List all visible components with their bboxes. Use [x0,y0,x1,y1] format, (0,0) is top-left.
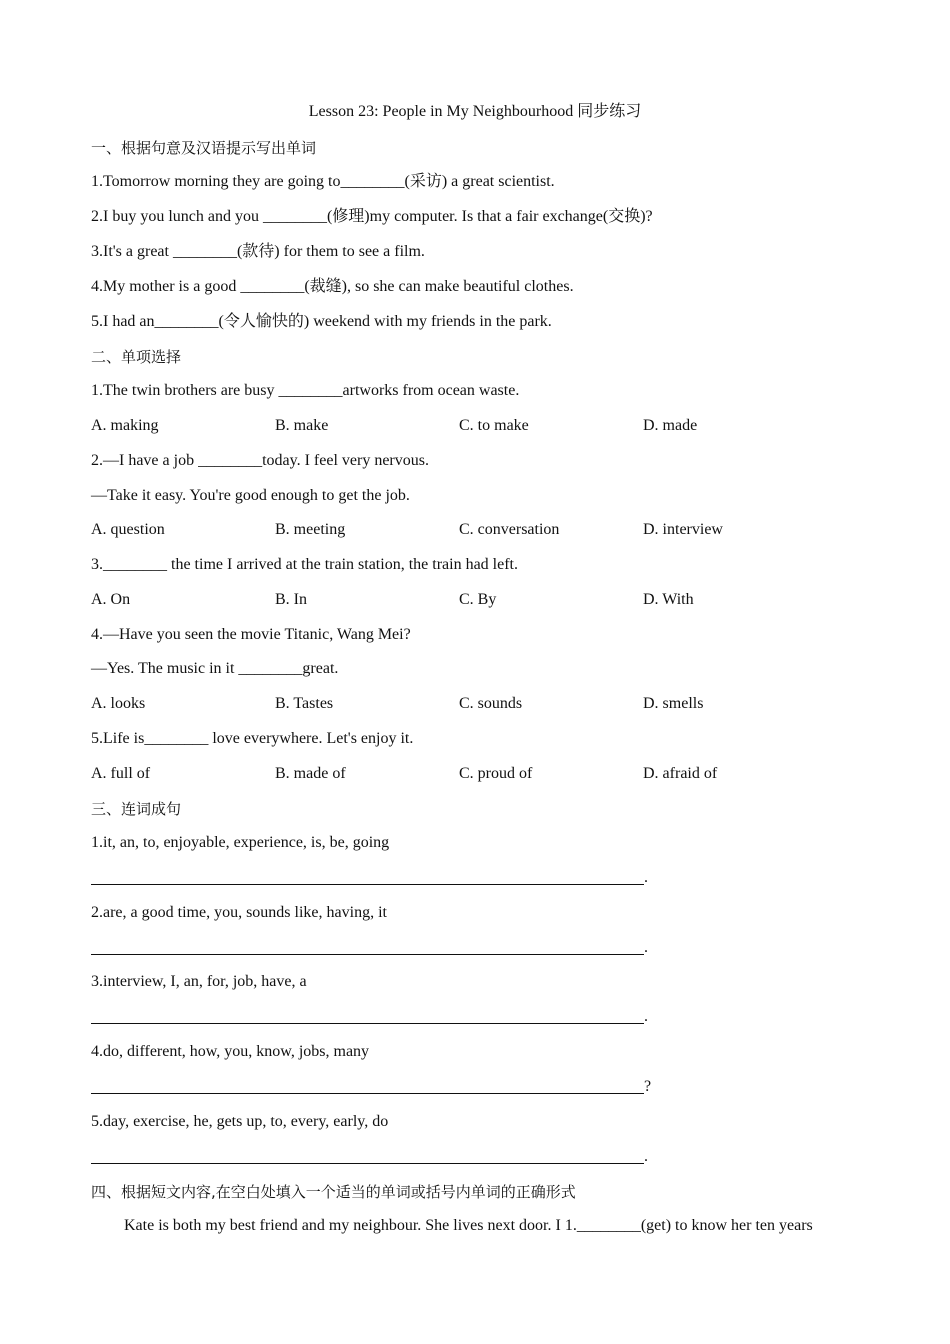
s2-q1-option-b: B. make [275,417,329,434]
s3-item-1-end: . [644,869,648,886]
s2-q4-option-a: A. looks [91,695,146,712]
s3-item-5-answer-line [91,1163,644,1164]
s2-q4-stem-2: —Yes. The music in it ________great. [91,660,339,677]
section-2-heading: 二、单项选择 [91,348,182,366]
s2-q5-option-d: D. afraid of [643,765,718,782]
s2-q2-stem: 2.—I have a job ________today. I feel very nervous. [91,452,429,469]
page-title: Lesson 23: People in My Neighbourhood 同步练习 [308,103,642,120]
s2-q2-option-d: D. interview [643,521,723,538]
s3-item-3-end: . [644,1008,648,1025]
s2-q5-option-a: A. full of [91,765,151,782]
s2-q3-option-a: A. On [91,591,131,608]
s3-item-4-end: ? [644,1078,652,1095]
s1-item-2: 2.I buy you lunch and you ________(修理)my computer. Is that a fair exchange(交换)? [91,208,653,225]
s2-q1-option-a: A. making [91,417,159,434]
s2-q3-stem: 3.________ the time I arrived at the train station, the train had left. [91,556,518,573]
s3-item-1-answer-line [91,884,644,885]
s3-item-3-prompt: 3.interview, I, an, for, job, have, a [91,973,307,990]
s2-q1-option-c: C. to make [459,417,529,434]
s3-item-2-end: . [644,939,648,956]
s2-q1-stem: 1.The twin brothers are busy ________artworks from ocean waste. [91,382,520,399]
s2-q5-option-b: B. made of [275,765,346,782]
s1-item-5: 5.I had an________(令人愉快的) weekend with my friends in the park. [91,313,552,330]
s2-q2-option-c: C. conversation [459,521,560,538]
s2-q2-option-b: B. meeting [275,521,346,538]
s3-item-2-answer-line [91,954,644,955]
s1-item-3: 3.It's a great ________(款待) for them to see a film. [91,243,425,260]
s2-q3-option-c: C. By [459,591,497,608]
section-1-heading: 一、根据句意及汉语提示写出单词 [91,139,317,157]
s2-q4-stem: 4.—Have you seen the movie Titanic, Wang Mei? [91,626,411,643]
section-3-heading: 三、连词成句 [91,800,182,818]
s3-item-3-answer-line [91,1023,644,1024]
s2-q5-option-c: C. proud of [459,765,533,782]
s2-q3-option-d: D. With [643,591,694,608]
s2-q1-option-d: D. made [643,417,698,434]
s2-q2-option-a: A. question [91,521,165,538]
s3-item-1-prompt: 1.it, an, to, enjoyable, experience, is, be, going [91,834,390,851]
s4-paragraph: Kate is both my best friend and my neighbour. She lives next door. I 1.________(get) to know her ten years [124,1217,813,1234]
s2-q2-stem-2: —Take it easy. You're good enough to get the job. [91,487,410,504]
s1-item-1: 1.Tomorrow morning they are going to________(采访) a great scientist. [91,173,555,190]
s3-item-5-prompt: 5.day, exercise, he, gets up, to, every, early, do [91,1113,389,1130]
s2-q4-option-d: D. smells [643,695,704,712]
s3-item-2-prompt: 2.are, a good time, you, sounds like, having, it [91,904,387,921]
s3-item-4-answer-line [91,1093,644,1094]
s3-item-4-prompt: 4.do, different, how, you, know, jobs, many [91,1043,370,1060]
s1-item-4: 4.My mother is a good ________(裁缝), so she can make beautiful clothes. [91,278,574,295]
s2-q5-stem: 5.Life is________ love everywhere. Let's enjoy it. [91,730,414,747]
s2-q4-option-c: C. sounds [459,695,523,712]
section-4-heading: 四、根据短文内容,在空白处填入一个适当的单词或括号内单词的正确形式 [91,1183,576,1201]
s3-item-5-end: . [644,1148,648,1165]
s2-q4-option-b: B. Tastes [275,695,334,712]
s2-q3-option-b: B. In [275,591,307,608]
